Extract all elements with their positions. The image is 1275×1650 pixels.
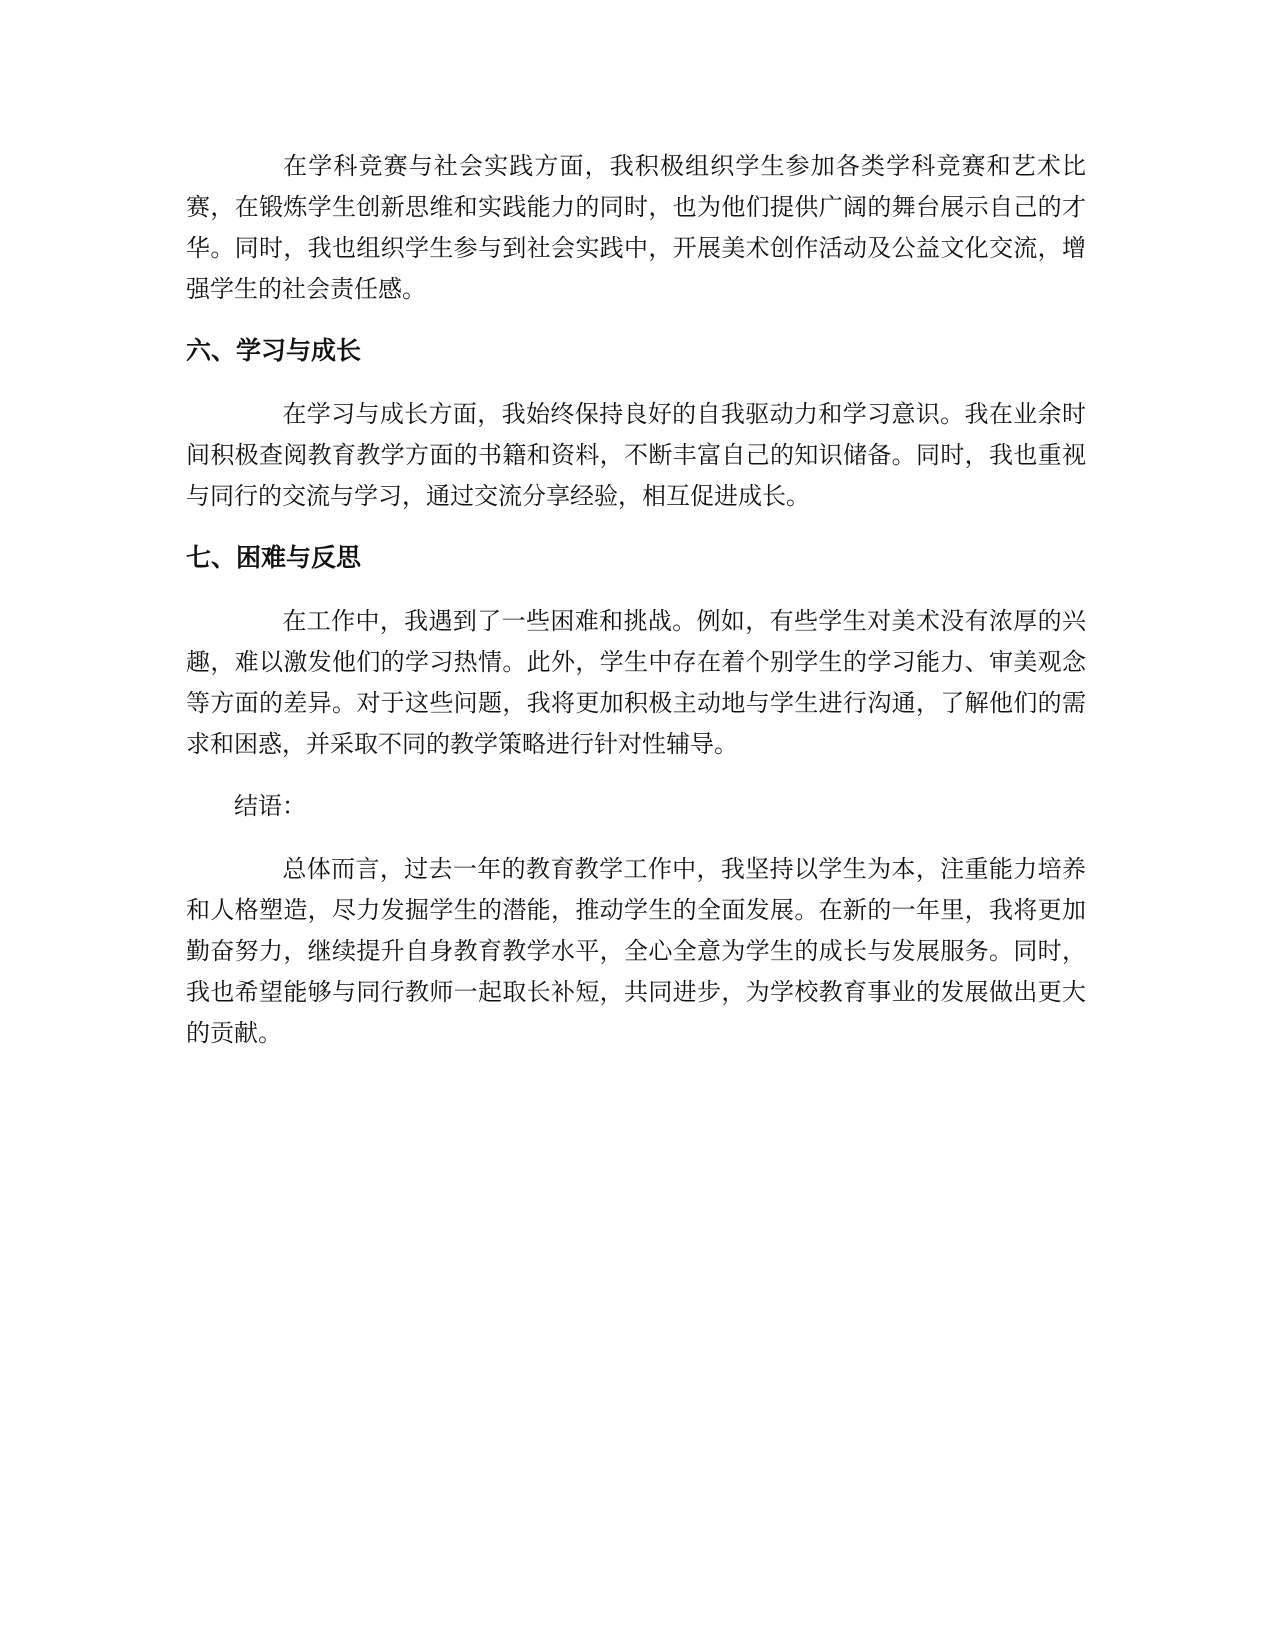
section-heading-learning-growth: 六、学习与成长 <box>186 336 362 365</box>
paragraph-conclusion <box>186 849 1086 1054</box>
paragraph-difficulties-reflection <box>186 601 1086 765</box>
paragraph-competitions-practice <box>186 146 1086 310</box>
paragraph-text: 在学习与成长方面，我始终保持良好的自我驱动力和学习意识。我在业余时间积极查阅教育教学方面的书籍和资料，不断丰富自己的知识储备。同时，我也重视与同行的交流与学习，通过交流分享经验，相互促进成长。 <box>186 400 1086 510</box>
document-page <box>186 140 1086 1054</box>
paragraph-text: 总体而言，过去一年的教育教学工作中，我坚持以学生为本，注重能力培养和人格塑造，尽力发掘学生的潜能，推动学生的全面发展。在新的一年里，我将更加勤奋努力，继续提升自身教育教学水平，全心全意为学生的成长与发展服务。同时，我也希望能够与同行教师一起取长补短，共同进步，为学校教育事业的发展做出更大的贡献。 <box>186 855 1086 1047</box>
paragraph-learning-growth <box>186 394 1086 517</box>
section-heading-difficulties-reflection: 七、困难与反思 <box>186 543 362 572</box>
paragraph-text: 在学科竞赛与社会实践方面，我积极组织学生参加各类学科竞赛和艺术比赛，在锻炼学生创新思维和实践能力的同时，也为他们提供广阔的舞台展示自己的才华。同时，我也组织学生参与到社会实践中，开展美术创作活动及公益文化交流，增强学生的社会责任感。 <box>186 152 1086 303</box>
paragraph-text: 在工作中，我遇到了一些困难和挑战。例如，有些学生对美术没有浓厚的兴趣，难以激发他们的学习热情。此外，学生中存在着个别学生的学习能力、审美观念等方面的差异。对于这些问题，我将更加积极主动地与学生进行沟通，了解他们的需求和困惑，并采取不同的教学策略进行针对性辅导。 <box>186 607 1086 758</box>
closing-label: 结语： <box>234 792 306 820</box>
